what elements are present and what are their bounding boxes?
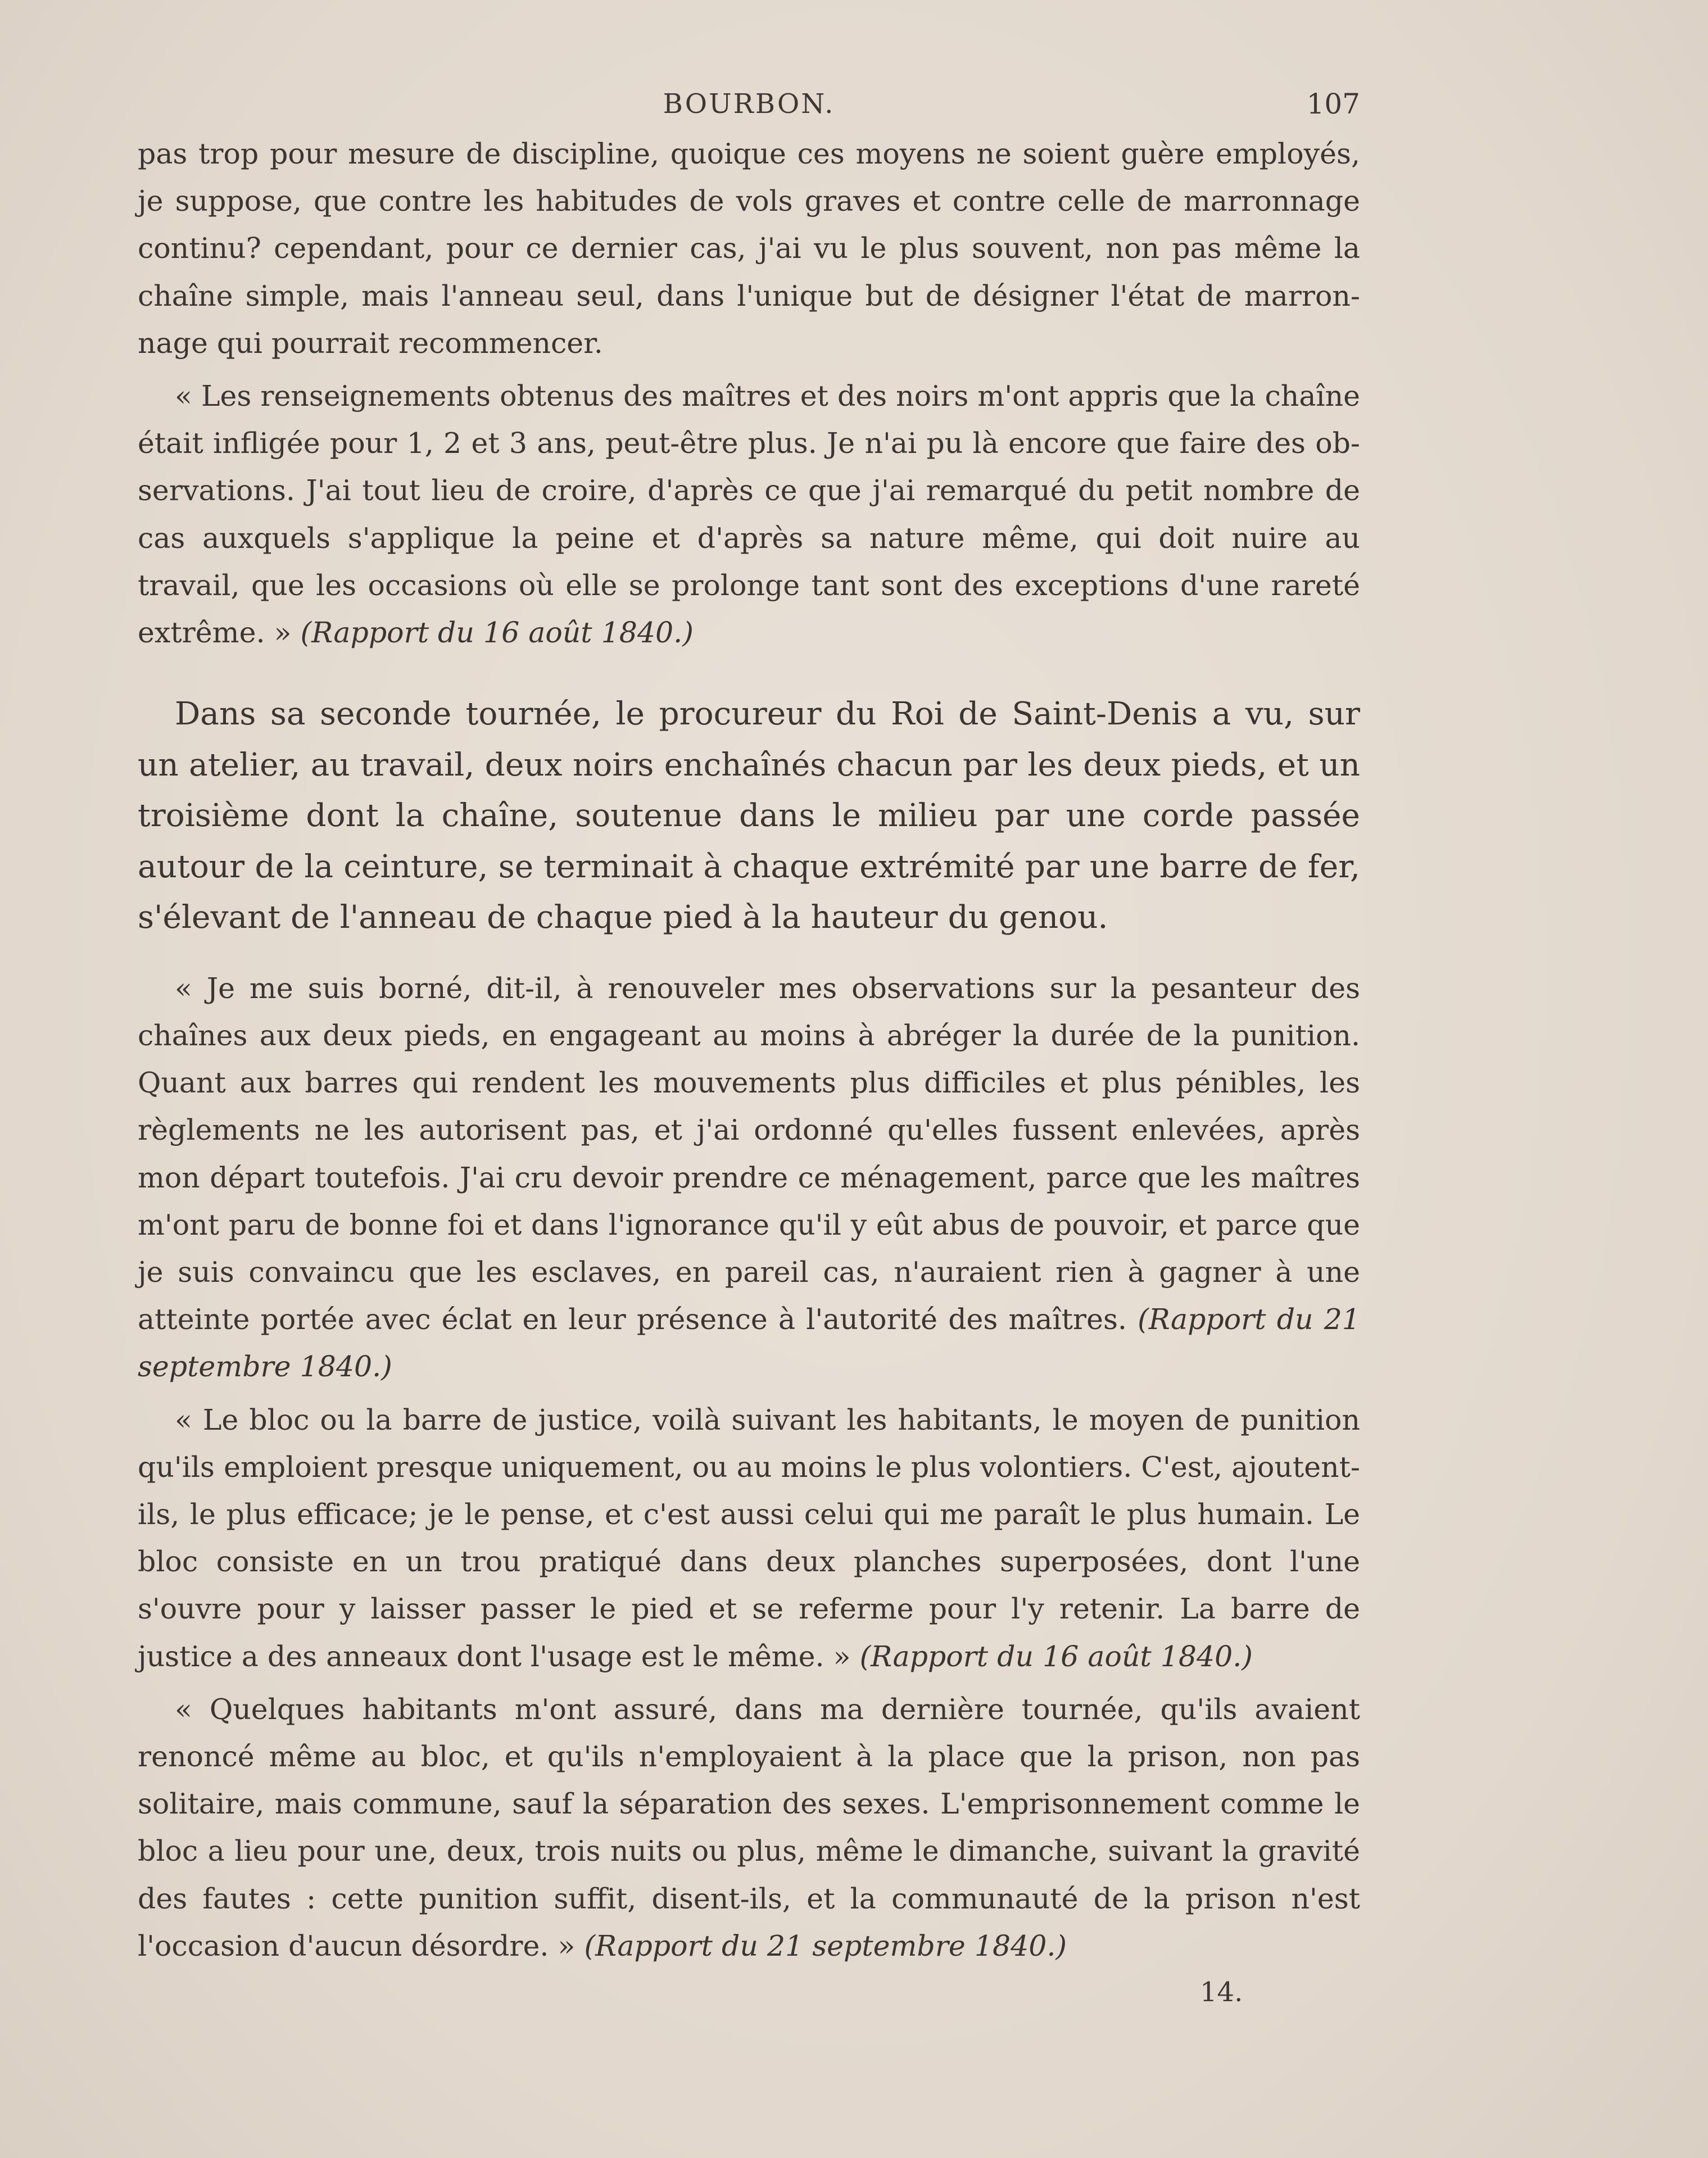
paragraph-narrative bbox=[138, 689, 1360, 944]
running-head: BOURBON. bbox=[663, 88, 835, 120]
body-text bbox=[138, 130, 1360, 1970]
paragraph-text: « Je me suis borné, dit-il, à renouveler mes observations sur la pesanteur des chaînes aux deux pieds, en engageant au moins à abréger la durée de la punition. Quant aux barres qui rendent les mouvements plus difficiles et plus pénibles, les règlements ne les autorisent pas, et j'ai ordonné qu'elles fussent enlevées, après mon départ toutefois. J'ai cru devoir prendre ce ménagement, parce que les maîtres m'ont paru de bonne foi et dans l'ignorance qu'il y eût abus de pouvoir, et parce que je suis convaincu que les esclaves, en pareil cas, n'auraient rien à gagner à une atteinte portée avec éclat en leur présence à l'autorité des maîtres. bbox=[138, 971, 1360, 1336]
paragraph-text: « Quelques habitants m'ont assuré, dans ma dernière tournée, qu'ils avaient renoncé même au bloc, et qu'ils n'employaient à la place que la prison, non pas solitaire, mais commune, sauf la séparation des sexes. L'emprisonnement comme le bloc a lieu pour une, deux, trois nuits ou plus, même le dimanche, suivant la gravité des fautes : cette punition suffit, disent-ils, et la communauté de la prison n'est l'occasion d'aucun désordre. » bbox=[138, 1692, 1360, 1962]
paragraph-continuation bbox=[138, 130, 1360, 367]
citation: (Rapport du 16 août 1840.) bbox=[300, 616, 694, 650]
paragraph-text: « Les renseignements obtenus des maîtres et des noirs m'ont appris que la chaîne était infligée pour 1, 2 et 3 ans, peut-être plus. Je n'ai pu là encore que faire des ob-servations. J'ai tout lieu de croire, d'après ce que j'ai remarqué du petit nombre de cas auxquels s'applique la peine et d'après sa nature même, qui doit nuire au travail, que les occasions où elle se prolonge tant sont des exceptions d'une rareté extrême. » bbox=[138, 379, 1360, 650]
paragraph-quote bbox=[138, 965, 1360, 1391]
page-number: 107 bbox=[1306, 88, 1360, 120]
paragraph-quote bbox=[138, 373, 1360, 656]
citation: (Rapport du 16 août 1840.) bbox=[859, 1639, 1253, 1673]
paragraph-quote bbox=[138, 1397, 1360, 1680]
paragraph-text: « Le bloc ou la barre de justice, voilà suivant les habitants, le moyen de punition qu'ils emploient presque uniquement, ou au moins le plus volontiers. C'est, ajoutent-ils, le plus efficace; je le pense, et c'est aussi celui qui me paraît le plus humain. Le bloc consiste en un trou pratiqué dans deux planches superposées, dont l'une s'ouvre pour y laisser passer le pied et se referme pour l'y retenir. La barre de justice a des anneaux dont l'usage est le même. » bbox=[138, 1403, 1360, 1673]
paragraph-quote bbox=[138, 1686, 1360, 1970]
page-header bbox=[138, 84, 1360, 124]
signature-mark: 14. bbox=[1200, 1976, 1243, 2008]
paragraph-text: pas trop pour mesure de discipline, quoique ces moyens ne soient guère employés, je suppose, que contre les habitudes de vols graves et contre celle de marronnage continu? cependant, pour ce dernier cas, j'ai vu le plus souvent, non pas même la chaîne simple, mais l'anneau seul, dans l'unique but de désigner l'état de marron-nage qui pourrait recommencer. bbox=[138, 137, 1360, 360]
citation: (Rapport du 21 septembre 1840.) bbox=[138, 1303, 1360, 1384]
citation: (Rapport du 21 septembre 1840.) bbox=[584, 1929, 1067, 1962]
paragraph-text: Dans sa seconde tournée, le procureur du Roi de Saint-Denis a vu, sur un atelier, au travail, deux noirs enchaînés chacun par les deux pieds, et un troisième dont la chaîne, soutenue dans le milieu par une corde passée autour de la ceinture, se terminait à chaque extrémité par une barre de fer, s'élevant de l'anneau de chaque pied à la hauteur du genou. bbox=[138, 696, 1360, 936]
